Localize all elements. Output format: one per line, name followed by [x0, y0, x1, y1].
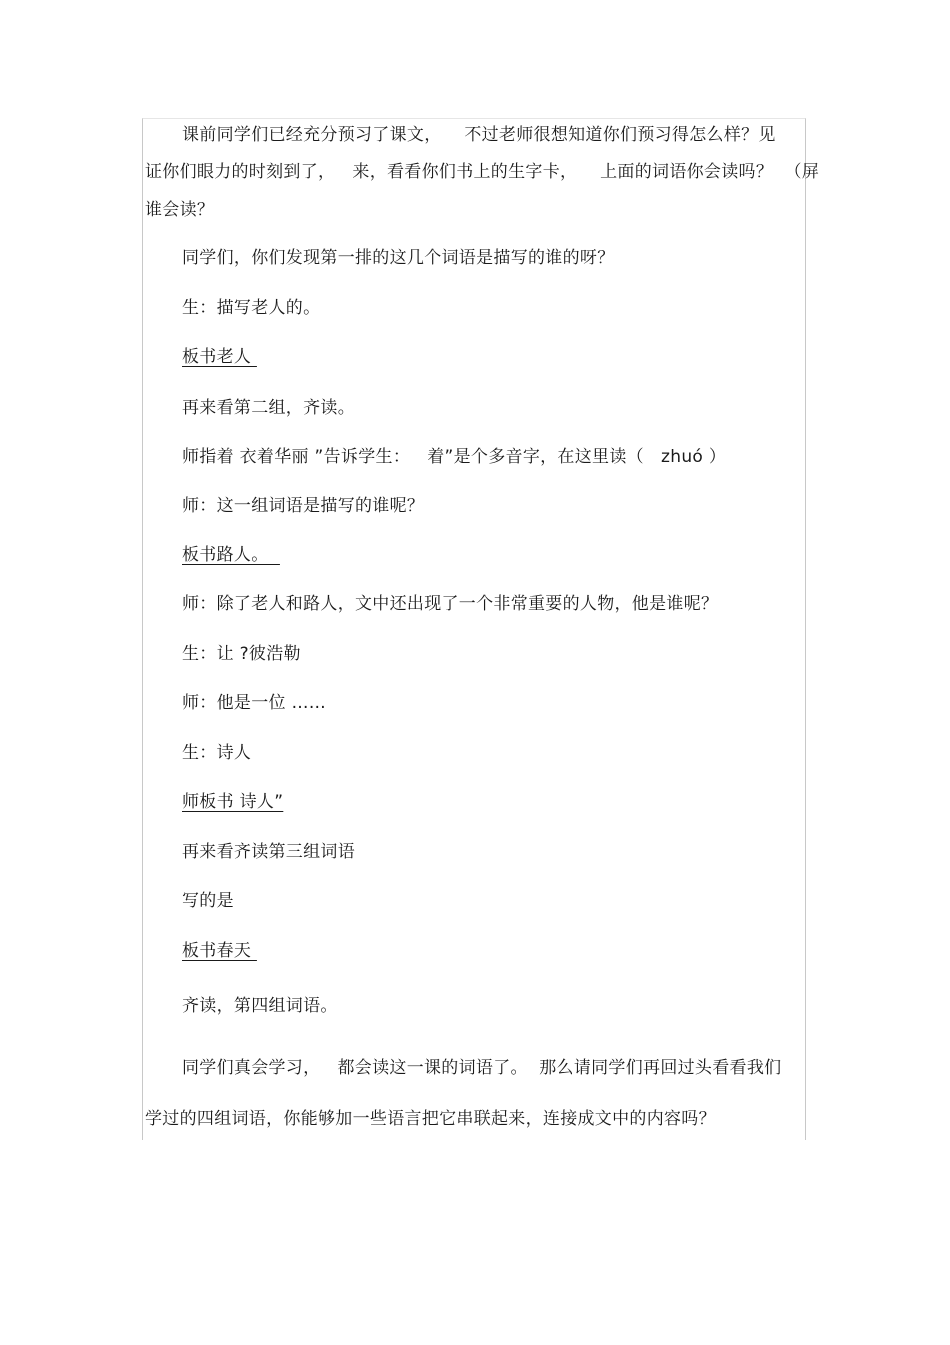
paragraph-line: 生：描写老人的。 — [182, 298, 321, 318]
paragraph-line: 齐读，第四组词语。 — [182, 996, 338, 1016]
paragraph-line: 学过的四组词语，你能够加一些语言把它串联起来，连接成文中的内容吗？ — [145, 1109, 716, 1129]
paragraph-line: 师：这一组词语是描写的谁呢？ — [182, 496, 425, 516]
paragraph-line: 再来看齐读第三组词语 — [182, 842, 355, 862]
paragraph-line: 师：他是一位 …… — [182, 693, 327, 713]
blackboard-note: 板书春天 — [182, 941, 257, 961]
paragraph-line: 同学们，你们发现第一排的这几个词语是描写的谁的呀？ — [182, 248, 615, 268]
paragraph-line: 再来看第二组，齐读。 — [182, 398, 355, 418]
paragraph-line: 师：除了老人和路人，文中还出现了一个非常重要的人物，他是谁呢？ — [182, 594, 719, 614]
paragraph-line: 证你们眼力的时刻到了， 来，看看你们书上的生字卡， 上面的词语你会读吗？ （屏 — [145, 162, 820, 182]
paragraph-line: 师指着 衣着华丽 ”告诉学生： 着”是个多音字，在这里读（ zhuó ） — [182, 447, 727, 467]
content-frame — [142, 118, 806, 1140]
paragraph-line: 课前同学们已经充分预习了课文， 不过老师很想知道你们预习得怎么样？见 — [182, 125, 776, 145]
paragraph-line: 同学们真会学习， 都会读这一课的词语了。 那么请同学们再回过头看看我们 — [182, 1058, 782, 1078]
paragraph-line: 谁会读？ — [145, 200, 215, 220]
blackboard-note: 板书老人 — [182, 347, 257, 367]
blackboard-note: 板书路人。 — [182, 545, 280, 565]
paragraph-line: 生：让 ?彼浩勒 — [182, 644, 301, 664]
blackboard-note: 师板书 诗人” — [182, 792, 284, 812]
paragraph-line: 生：诗人 — [182, 743, 252, 763]
paragraph-line: 写的是 — [182, 891, 234, 911]
